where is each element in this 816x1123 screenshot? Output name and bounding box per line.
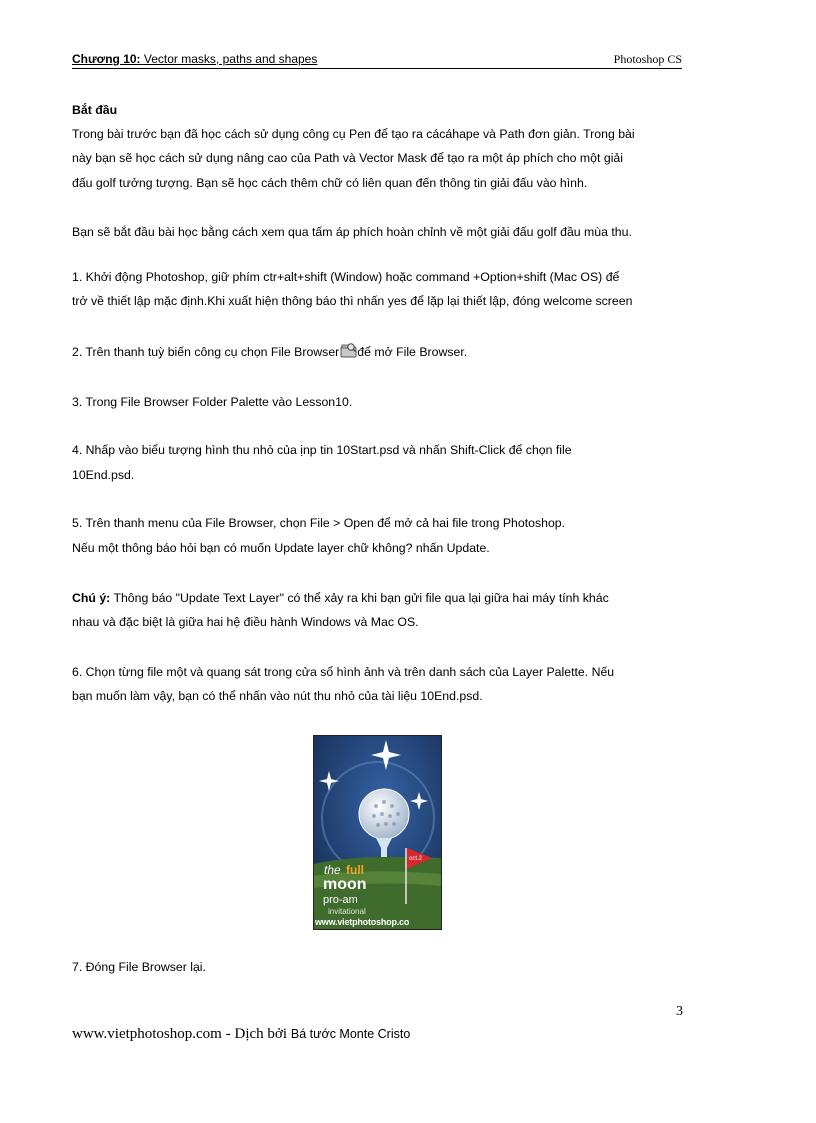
step-7: 7. Đóng File Browser lại.	[72, 960, 206, 974]
step-4-line-1: 4. Nhấp vào biểu tượng hình thu nhỏ của ịnp tin 10Start.psd và nhấn Shift-Click để chọn file	[72, 443, 572, 457]
product-name: Photoshop CS	[613, 52, 682, 66]
intro-line-1: Trong bài trước bạn đã học cách sử dụng công cụ Pen để tạo ra cácáhape và Path đơn giản. Trong bài	[72, 127, 635, 141]
intro-line-4: Bạn sẽ bắt đầu bài học bằng cách xem qua tấm áp phích hoàn chỉnh về một giải đấu golf đầu mùa thu.	[72, 225, 632, 239]
note-line-1	[72, 586, 609, 611]
intro-line-3: đấu golf tưởng tượng. Bạn sẽ học cách thêm chữ có liên quan đến thông tin giải đấu vào hình.	[72, 176, 588, 190]
step-1-line-2: trở về thiết lập mặc định.Khi xuất hiện thông báo thì nhấn yes để lặp lại thiết lập, đóng welcome screen	[72, 294, 633, 308]
footer-translated-by: - Dịch bởi	[225, 1026, 288, 1042]
page-header	[72, 52, 682, 69]
footer-site: www.vietphotoshop.com	[72, 1026, 222, 1042]
page-number: 3	[676, 1004, 683, 1019]
section-heading: Bắt đầu	[72, 103, 118, 117]
footer-translator: Bá tước Monte Cristo	[290, 1027, 411, 1041]
poster-line-3: pro-am	[323, 894, 358, 906]
note-line-2: nhau và đặc biệt là giữa hai hệ điều hành Windows và Mac OS.	[72, 615, 419, 629]
poster-illustration	[314, 736, 441, 929]
chapter-heading	[72, 52, 317, 66]
step-5-line-2: Nếu một thông báo hỏi bạn có muốn Update layer chữ không? nhấn Update.	[72, 541, 490, 555]
note-label: Chú ý:	[72, 591, 111, 605]
chapter-title: Vector masks, paths and shapes	[143, 52, 318, 66]
poster-watermark: www.vietphotoshop.co	[315, 917, 410, 927]
intro-line-2: này bạn sẽ học cách sử dụng nâng cao của Path và Vector Mask để tạo ra một áp phích cho một giải	[72, 151, 623, 165]
step-6-line-1: 6. Chọn từng file một và quang sát trong cửa sổ hình ảnh và trên danh sách của Layer Palette. Nếu	[72, 665, 615, 679]
step-6-line-2: bạn muốn làm vậy, bạn có thể nhấn vào nút thu nhỏ của tài liệu 10End.psd.	[72, 689, 483, 703]
step-2	[72, 340, 467, 365]
step-4-line-2: 10End.psd.	[72, 468, 135, 482]
page-footer	[72, 1025, 410, 1043]
step-2-text-b: để mở File Browser.	[357, 345, 468, 359]
poster-line-1b: full	[346, 863, 364, 877]
step-2-text-a: 2. Trên thanh tuỳ biến công cụ chọn File Browser	[72, 345, 340, 359]
note-text-a: Thông báo "Update Text Layer" có thể xảy ra khi bạn gửi file qua lại giữa hai máy tính khác	[110, 591, 609, 605]
chapter-label: Chương 10:	[72, 52, 141, 66]
poster-line-1a: the	[324, 863, 341, 877]
poster-line-2: moon	[323, 876, 367, 893]
step-1-line-1: 1. Khởi động Photoshop, giữ phím ctr+alt+shift (Window) hoặc command +Option+shift (Mac OS) để	[72, 270, 620, 284]
file-browser-icon	[340, 342, 357, 359]
flag-text: oct.2	[409, 856, 423, 862]
step-3: 3. Trong File Browser Folder Palette vào Lesson10.	[72, 395, 353, 409]
poster-image	[313, 735, 442, 930]
poster-line-4: invitational	[328, 907, 366, 916]
step-5-line-1: 5. Trên thanh menu của File Browser, chọn File > Open để mở cả hai file trong Photoshop.	[72, 516, 566, 530]
